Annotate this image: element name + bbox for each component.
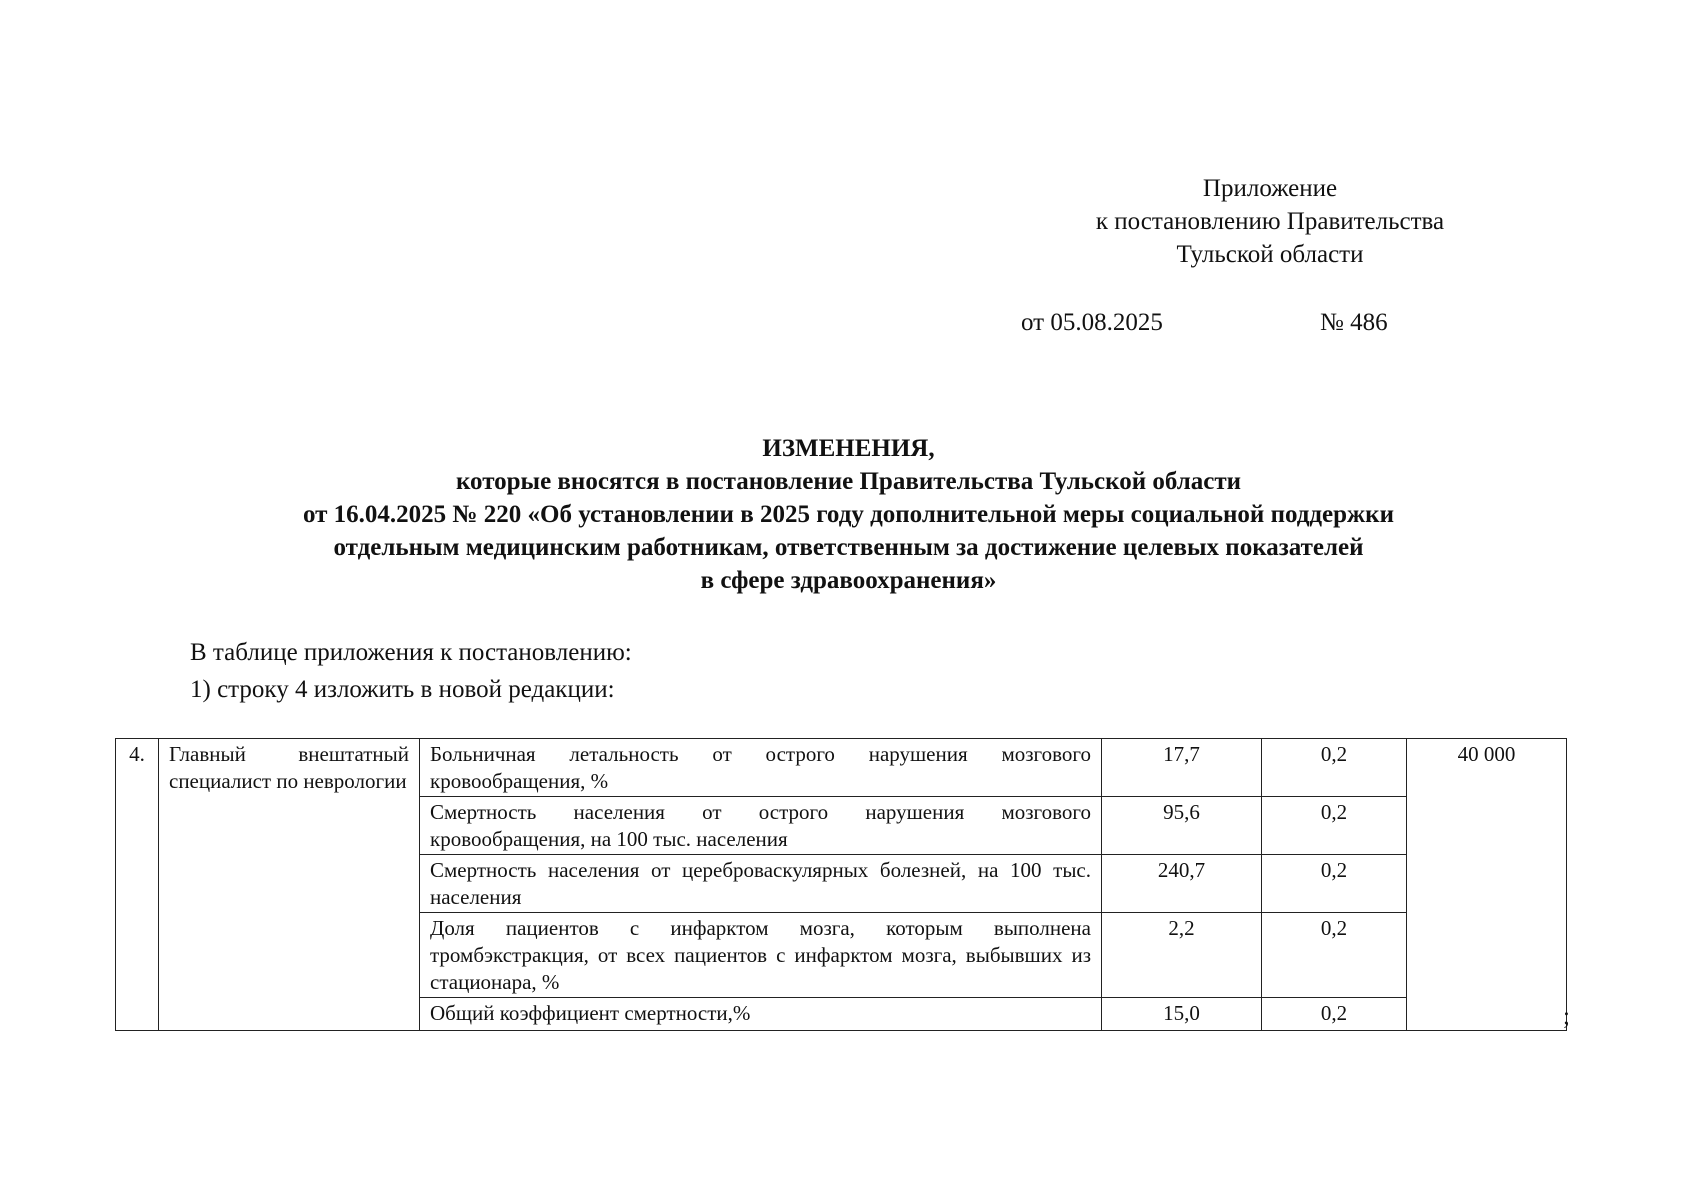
appendix-header [1040, 172, 1500, 271]
weight-cell: 0,2 [1262, 797, 1407, 855]
table-row [116, 739, 1567, 797]
resolution-number: № 486 [1320, 309, 1388, 336]
trailing-semicolon: ; [1563, 1003, 1570, 1030]
appendix-line-2: к постановлению Правительства [1095, 208, 1445, 235]
target-value-cell: 95,6 [1102, 797, 1262, 855]
indicator-name-cell: Больничная летальность от острого нарушения мозгового кровообращения, % [420, 739, 1102, 797]
target-value-cell: 2,2 [1102, 913, 1262, 998]
weight-cell: 0,2 [1262, 913, 1407, 998]
amount-cell: 40 000 [1407, 739, 1567, 1031]
weight-cell: 0,2 [1262, 855, 1407, 913]
indicator-name-cell: Смертность населения от цереброваскулярных болезней, на 100 тыс. населения [420, 855, 1102, 913]
title-line-2: которые вносятся в постановление Правительства Тульской области [455, 468, 1242, 495]
target-value-cell: 240,7 [1102, 855, 1262, 913]
title-line-3: от 16.04.2025 № 220 «Об установлении в 2025 году дополнительной меры социальной поддержки [302, 501, 1394, 528]
weight-cell: 0,2 [1262, 739, 1407, 797]
document-title [0, 432, 1697, 597]
weight-cell: 0,2 [1262, 998, 1407, 1031]
target-value-cell: 17,7 [1102, 739, 1262, 797]
intro-paragraph-2: 1) строку 4 изложить в новой редакции: [190, 676, 615, 703]
intro-paragraph-1: В таблице приложения к постановлению: [190, 639, 632, 666]
appendix-line-3: Тульской области [1176, 241, 1364, 268]
resolution-date: от 05.08.2025 [1021, 309, 1163, 336]
position-cell: Главный внештатный специалист по неврологии [159, 739, 420, 1031]
title-line-1: ИЗМЕНЕНИЯ, [762, 435, 935, 462]
indicator-name-cell: Доля пациентов с инфарктом мозга, которым выполнена тромбэкстракция, от всех пациентов с инфарктом мозга, выбывших из стационара, % [420, 913, 1102, 998]
row-number-cell: 4. [116, 739, 159, 1031]
indicator-name-cell: Смертность населения от острого нарушения мозгового кровообращения, на 100 тыс. населения [420, 797, 1102, 855]
indicator-name-cell: Общий коэффициент смертности,% [420, 998, 1102, 1031]
target-value-cell: 15,0 [1102, 998, 1262, 1031]
title-line-5: в сфере здравоохранения» [700, 567, 997, 594]
appendix-line-1: Приложение [1202, 175, 1338, 202]
indicators-table [115, 738, 1567, 1031]
title-line-4: отдельным медицинским работникам, ответственным за достижение целевых показателей [333, 534, 1364, 561]
